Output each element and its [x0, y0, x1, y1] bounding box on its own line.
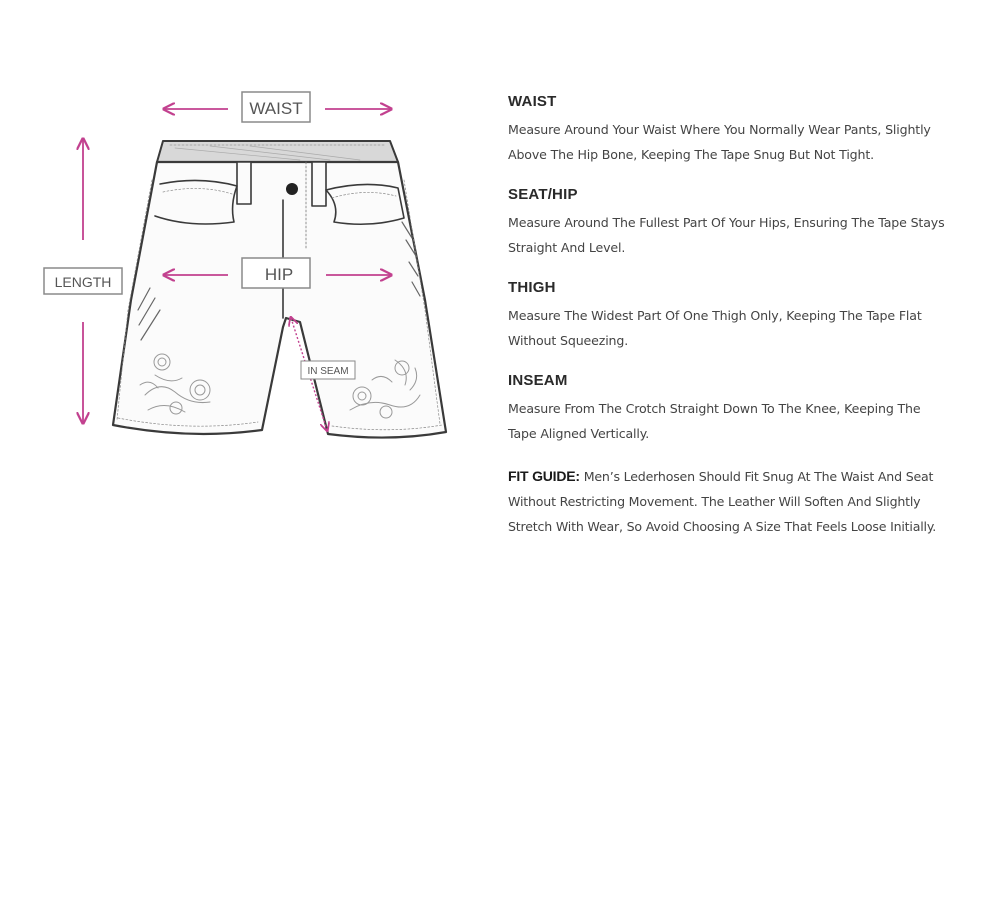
inseam-label: IN SEAM [307, 366, 349, 377]
fit-guide-text: Men’s Lederhosen Should Fit Snug At The Waist And Seat Without Restricting Movement. The Leather Will Soften And Slightly Stretch With Wear, So Avoid Choosing A Size That Feels Loose Initially. [508, 469, 937, 534]
shorts-outline [113, 162, 446, 438]
waist-label: WAIST [249, 99, 303, 118]
section-text: Measure Around Your Waist Where You Normally Wear Pants, Slightly Above The Hip Bone, Keeping The Tape Snug But Not Tight. [508, 122, 931, 162]
length-label: LENGTH [54, 274, 112, 290]
fit-guide-label: FIT GUIDE: [508, 468, 580, 484]
section-text: Measure Around The Fullest Part Of Your Hips, Ensuring The Tape Stays Straight And Level. [508, 215, 945, 255]
section-seat-hip [508, 185, 948, 260]
section-title: SEAT/HIP [508, 186, 578, 203]
fit-guide [508, 464, 948, 539]
section-title: INSEAM [508, 372, 568, 389]
button-icon [286, 183, 298, 195]
section-text: Measure From The Crotch Straight Down To The Knee, Keeping The Tape Aligned Vertically. [508, 401, 921, 441]
shorts-measurement-diagram [0, 0, 480, 480]
measurement-guide [508, 92, 948, 539]
waistband [157, 141, 398, 162]
section-title: WAIST [508, 93, 557, 110]
section-title: THIGH [508, 279, 556, 296]
section-text: Measure The Widest Part Of One Thigh Only, Keeping The Tape Flat Without Squeezing. [508, 308, 922, 348]
section-inseam [508, 371, 948, 446]
section-waist [508, 92, 948, 167]
section-thigh [508, 278, 948, 353]
hip-label: HIP [264, 265, 294, 284]
shorts-drawing [113, 141, 446, 438]
